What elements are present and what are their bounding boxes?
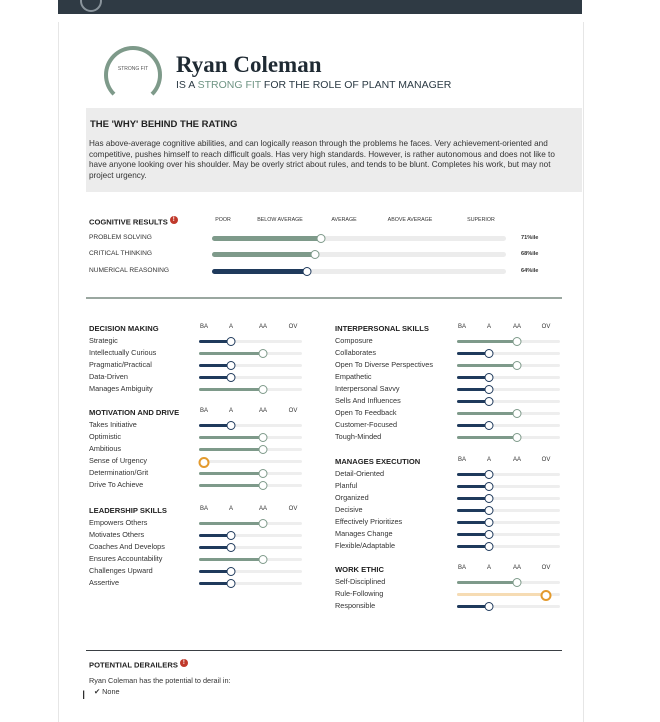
- scale-column-header: BA: [199, 324, 209, 330]
- trait-scale: [457, 436, 560, 439]
- trait-marker: [227, 579, 236, 588]
- why-panel: [86, 108, 582, 192]
- trait-label: Self-Disciplined: [335, 577, 386, 586]
- cog-score-bar: [212, 236, 506, 241]
- trait-marker: [485, 494, 494, 503]
- divider-derailers: [86, 650, 562, 651]
- trait-label: Determination/Grit: [89, 468, 149, 477]
- trait-fill: [199, 484, 263, 487]
- scale-column-header: AA: [512, 565, 522, 571]
- trait-fill: [199, 436, 263, 439]
- trait-scale: [199, 424, 302, 427]
- cognitive-title: [89, 216, 178, 227]
- trait-marker: [485, 506, 494, 515]
- scale-column-header: BA: [457, 457, 467, 463]
- trait-label: Open To Feedback: [335, 408, 397, 417]
- trait-label: Drive To Achieve: [89, 480, 144, 489]
- scale-column-header: A: [228, 408, 234, 414]
- trait-label: Empathetic: [335, 372, 372, 381]
- trait-label: Composure: [335, 336, 373, 345]
- cog-score-fill: [212, 236, 321, 241]
- trait-label: Rule-Following: [335, 589, 384, 598]
- cog-scale-superior: SUPERIOR: [467, 217, 495, 223]
- section-title: MOTIVATION AND DRIVE: [89, 408, 180, 417]
- cog-label: PROBLEM SOLVING: [89, 234, 152, 241]
- trait-scale: [199, 376, 302, 379]
- trait-label: Tough-Minded: [335, 432, 382, 441]
- trait-scale: [199, 570, 302, 573]
- trait-label: Manages Change: [335, 529, 393, 538]
- cog-scale-poor: POOR: [215, 217, 231, 223]
- section-title: MANAGES EXECUTION: [335, 457, 421, 466]
- trait-marker: [513, 361, 522, 370]
- trait-marker: [227, 361, 236, 370]
- trait-marker: [485, 349, 494, 358]
- trait-label: Sells And Influences: [335, 396, 401, 405]
- scale-column-header: A: [486, 457, 492, 463]
- trait-label: Coaches And Develops: [89, 542, 165, 551]
- trait-scale: [457, 400, 560, 403]
- trait-label: Responsible: [335, 601, 376, 610]
- trait-scale: [457, 497, 560, 500]
- trait-marker: [485, 602, 494, 611]
- trait-fill: [457, 436, 517, 439]
- trait-scale: [199, 436, 302, 439]
- trait-fill: [199, 522, 263, 525]
- trait-label: Assertive: [89, 578, 120, 587]
- trait-marker: [259, 445, 268, 454]
- trait-marker: [513, 409, 522, 418]
- trait-fill: [457, 412, 517, 415]
- cog-score-fill: [212, 252, 315, 257]
- trait-scale: [457, 593, 560, 596]
- trait-label: Collaborates: [335, 348, 376, 357]
- cog-percentile: 68%ile: [521, 251, 539, 257]
- scale-column-header: BA: [457, 324, 467, 330]
- trait-scale: [199, 340, 302, 343]
- trait-marker: [485, 518, 494, 527]
- trait-scale: [457, 424, 560, 427]
- trait-fill: [199, 448, 263, 451]
- scale-column-header: OV: [288, 408, 298, 414]
- trait-label: Takes Initiative: [89, 420, 137, 429]
- trait-label: Interpersonal Savvy: [335, 384, 400, 393]
- trait-scale: [199, 522, 302, 525]
- scale-column-header: A: [486, 324, 492, 330]
- trait-label: Decisive: [335, 505, 363, 514]
- trait-fill: [457, 581, 517, 584]
- text-cursor-icon: I: [82, 688, 86, 702]
- trait-fill: [457, 340, 517, 343]
- trait-scale: [457, 412, 560, 415]
- scale-column-header: AA: [512, 457, 522, 463]
- trait-scale: [199, 484, 302, 487]
- trait-marker: [227, 337, 236, 346]
- fit-subtitle: [176, 79, 451, 91]
- trait-label: Motivates Others: [89, 530, 145, 539]
- trait-scale: [457, 388, 560, 391]
- trait-scale: [199, 364, 302, 367]
- divider: [86, 297, 562, 299]
- trait-label: Detail-Oriented: [335, 469, 385, 478]
- trait-marker: [485, 385, 494, 394]
- trait-fill: [199, 558, 263, 561]
- scale-column-header: AA: [512, 324, 522, 330]
- trait-marker: [259, 349, 268, 358]
- trait-scale: [457, 581, 560, 584]
- trait-marker: [485, 421, 494, 430]
- trait-fill: [457, 593, 546, 596]
- scale-column-header: BA: [199, 506, 209, 512]
- trait-marker: [513, 578, 522, 587]
- trait-label: Ambitious: [89, 444, 122, 453]
- trait-marker: [485, 397, 494, 406]
- trait-marker: [227, 373, 236, 382]
- trait-fill: [457, 364, 517, 367]
- trait-marker: [227, 567, 236, 576]
- trait-marker: [259, 519, 268, 528]
- why-text: Has above-average cognitive abilities, and can logically reason through the problems he faces. Very achievement-oriented and competitive, pushes himself to reach difficult goals. Has very high standards. However, is rather autonomous and does not like to have anyone looking over his shoulder. May be overly strict about rules, and tends to be blunt. Completes his work, but may not project urgency.: [89, 139, 555, 180]
- scale-column-header: OV: [288, 506, 298, 512]
- trait-marker: [485, 542, 494, 551]
- trait-scale: [199, 388, 302, 391]
- trait-scale: [457, 352, 560, 355]
- trait-marker: [485, 373, 494, 382]
- subtitle-fit: STRONG FIT: [197, 79, 261, 91]
- why-title: THE 'WHY' BEHIND THE RATING: [90, 119, 238, 130]
- scale-column-header: AA: [258, 408, 268, 414]
- trait-label: Open To Diverse Perspectives: [335, 360, 434, 369]
- trait-scale: [457, 509, 560, 512]
- trait-marker: [259, 469, 268, 478]
- trait-label: Data-Driven: [89, 372, 128, 381]
- trait-label: Planful: [335, 481, 358, 490]
- fit-badge-text: STRONG FIT: [117, 66, 149, 72]
- cog-scale-above-average: ABOVE AVERAGE: [387, 217, 433, 223]
- cog-label: CRITICAL THINKING: [89, 250, 153, 257]
- derailer-item-label: None: [102, 687, 120, 696]
- trait-scale: [457, 376, 560, 379]
- trait-scale: [457, 521, 560, 524]
- trait-scale: [457, 340, 560, 343]
- info-icon[interactable]: !: [170, 216, 178, 224]
- trait-marker: [227, 421, 236, 430]
- trait-scale: [199, 534, 302, 537]
- fit-badge-ring-icon: [104, 46, 162, 104]
- section-title: LEADERSHIP SKILLS: [89, 506, 167, 515]
- trait-marker: [227, 531, 236, 540]
- trait-scale: [199, 582, 302, 585]
- trait-fill: [199, 388, 263, 391]
- cog-scale-average: AVERAGE: [331, 217, 357, 223]
- info-icon[interactable]: !: [180, 659, 188, 667]
- trait-marker: [485, 470, 494, 479]
- trait-label: Organized: [335, 493, 369, 502]
- trait-fill: [199, 352, 263, 355]
- trait-label: Customer-Focused: [335, 420, 398, 429]
- trait-label: Challenges Upward: [89, 566, 153, 575]
- trait-label: Flexible/Adaptable: [335, 541, 396, 550]
- cog-percentile: 71%ile: [521, 235, 539, 241]
- scale-column-header: BA: [457, 565, 467, 571]
- trait-label: Pragmatic/Practical: [89, 360, 152, 369]
- scale-column-header: AA: [258, 506, 268, 512]
- trait-scale: [199, 448, 302, 451]
- trait-label: Intellectually Curious: [89, 348, 157, 357]
- cognitive-title-text: COGNITIVE RESULTS: [89, 217, 168, 227]
- trait-scale: [199, 472, 302, 475]
- cog-score-bar: [212, 269, 506, 274]
- trait-scale: [457, 605, 560, 608]
- trait-flag-marker: [541, 590, 552, 601]
- trait-marker: [485, 482, 494, 491]
- scale-column-header: AA: [258, 324, 268, 330]
- trait-scale: [457, 364, 560, 367]
- scale-column-header: BA: [199, 408, 209, 414]
- trait-marker: [259, 481, 268, 490]
- cog-score-marker: [310, 250, 319, 259]
- trait-scale: [199, 558, 302, 561]
- trait-label: Effectively Prioritizes: [335, 517, 403, 526]
- trait-scale: [457, 533, 560, 536]
- trait-marker: [513, 433, 522, 442]
- trait-scale: [199, 352, 302, 355]
- trait-label: Ensures Accountability: [89, 554, 163, 563]
- trait-scale: [199, 546, 302, 549]
- cog-score-marker: [302, 267, 311, 276]
- derailer-item: ✔ None: [94, 687, 120, 696]
- cog-score-fill: [212, 269, 307, 274]
- trait-label: Empowers Others: [89, 518, 148, 527]
- section-title: INTERPERSONAL SKILLS: [335, 324, 429, 333]
- cog-score-bar: [212, 252, 506, 257]
- trait-marker: [485, 530, 494, 539]
- candidate-name: Ryan Coleman: [176, 52, 322, 77]
- top-bar: [58, 0, 582, 14]
- trait-marker: [259, 433, 268, 442]
- trait-scale: [199, 460, 302, 463]
- subtitle-suffix: FOR THE ROLE OF PLANT MANAGER: [261, 79, 452, 91]
- cog-label: NUMERICAL REASONING: [89, 267, 169, 274]
- scale-column-header: OV: [541, 324, 551, 330]
- subtitle-prefix: IS A: [176, 79, 198, 91]
- trait-flag-marker: [199, 457, 210, 468]
- cog-percentile: 64%ile: [521, 268, 539, 274]
- trait-label: Manages Ambiguity: [89, 384, 153, 393]
- trait-fill: [199, 472, 263, 475]
- cog-scale-below-average: BELOW AVERAGE: [257, 217, 303, 223]
- scale-column-header: OV: [541, 565, 551, 571]
- derailers-text: Ryan Coleman has the potential to derail in:: [89, 676, 231, 685]
- section-title: WORK ETHIC: [335, 565, 384, 574]
- derailers-title: [89, 659, 188, 670]
- trait-label: Sense of Urgency: [89, 456, 148, 465]
- scale-column-header: A: [228, 506, 234, 512]
- scale-column-header: OV: [541, 457, 551, 463]
- derailers-title-text: POTENTIAL DERAILERS: [89, 660, 178, 670]
- cog-score-marker: [316, 234, 325, 243]
- trait-marker: [513, 337, 522, 346]
- trait-scale: [457, 485, 560, 488]
- scale-column-header: OV: [288, 324, 298, 330]
- scale-column-header: A: [228, 324, 234, 330]
- scale-column-header: A: [486, 565, 492, 571]
- trait-scale: [457, 473, 560, 476]
- trait-scale: [457, 545, 560, 548]
- trait-marker: [259, 555, 268, 564]
- trait-marker: [227, 543, 236, 552]
- logo-icon: [80, 0, 102, 12]
- section-title: DECISION MAKING: [89, 324, 159, 333]
- trait-label: Strategic: [89, 336, 118, 345]
- trait-label: Optimistic: [89, 432, 122, 441]
- trait-marker: [259, 385, 268, 394]
